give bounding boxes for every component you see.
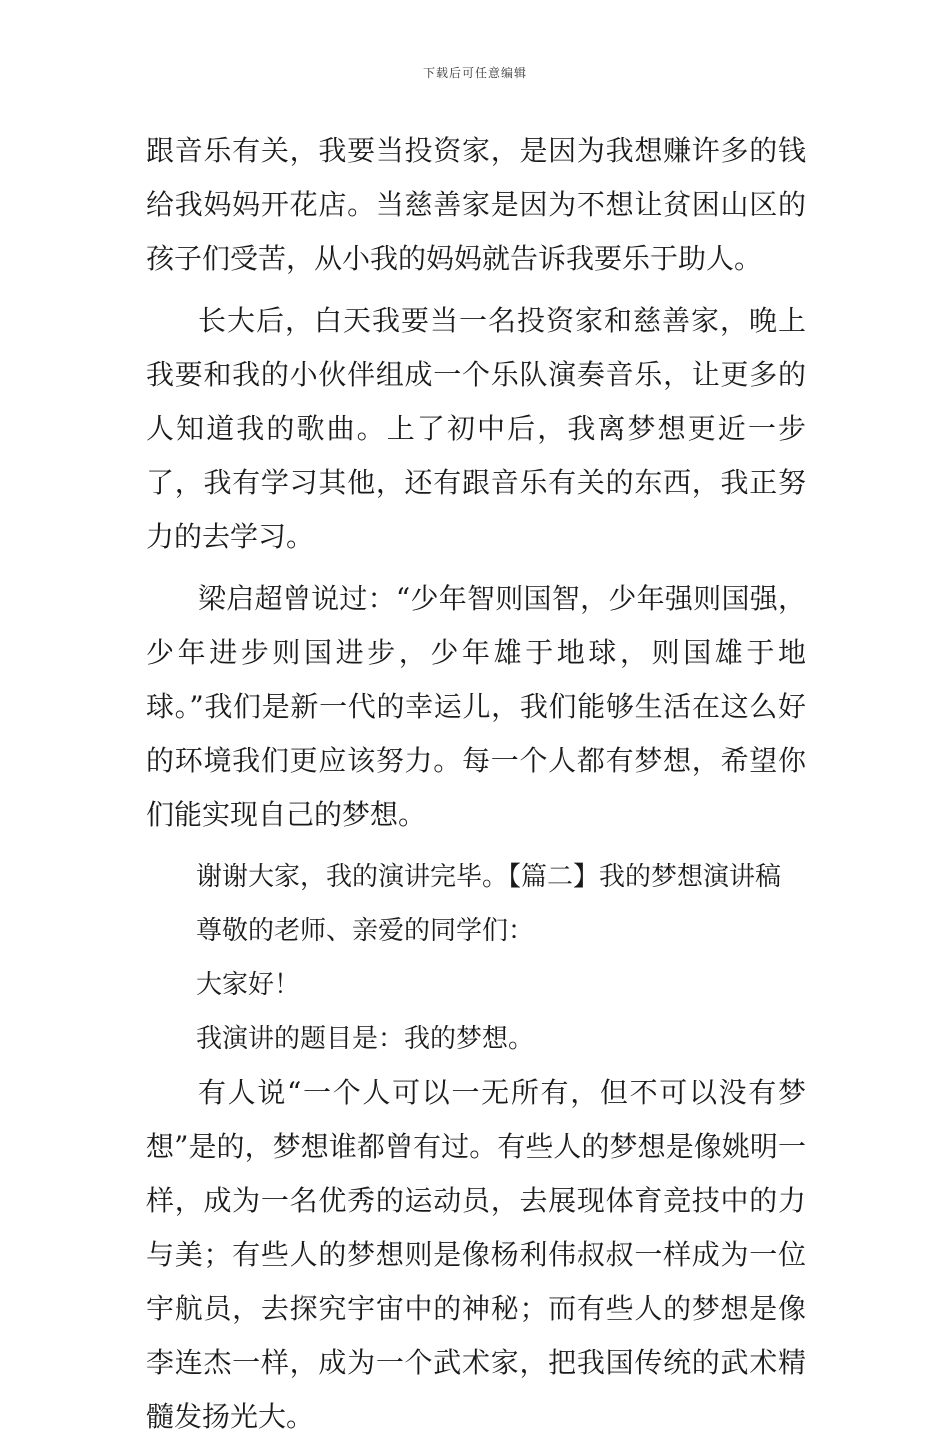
greeting-line: 大家好！	[196, 970, 301, 1000]
paragraph: 梁启超曾说过：“少年智则国智，少年强则国强，少年进步则国进步，少年雄于地球，则国雄于地球。”我们是新一代的幸运儿，我们能够生活在这么好的环境我们更应该努力。每一个人都有梦想，希望你们能实现自己的梦想。	[146, 582, 806, 831]
speech-title-line: 我演讲的题目是：我的梦想。	[196, 1024, 535, 1054]
paragraph: 谢谢大家，我的演讲完毕。【篇二】我的梦想演讲稿	[196, 862, 782, 892]
paragraph: 有人说“一个人可以一无所有，但不可以没有梦想”是的，梦想谁都曾有过。有些人的梦想是像姚明一样，成为一名优秀的运动员，去展现体育竞技中的力与美；有些人的梦想则是像杨利伟叔叔一样成为一位宇航员，去探究宇宙中的神秘；而有些人的梦想是像李连杰一样，成为一个武术家，把我国传统的武术精髓发扬光大。	[146, 1076, 806, 1433]
page-header: 下载后可任意编辑	[422, 66, 527, 80]
greeting-line: 尊敬的老师、亲爱的同学们：	[196, 916, 535, 946]
document-body	[146, 124, 806, 1452]
paragraph: 跟音乐有关，我要当投资家，是因为我想赚许多的钱给我妈妈开花店。当慈善家是因为不想让贫困山区的孩子们受苦，从小我的妈妈就告诉我要乐于助人。	[146, 134, 806, 275]
paragraph: 长大后，白天我要当一名投资家和慈善家，晚上我要和我的小伙伴组成一个乐队演奏音乐，让更多的人知道我的歌曲。上了初中后，我离梦想更近一步了，我有学习其他，还有跟音乐有关的东西，我正努力的去学习。	[146, 304, 806, 553]
